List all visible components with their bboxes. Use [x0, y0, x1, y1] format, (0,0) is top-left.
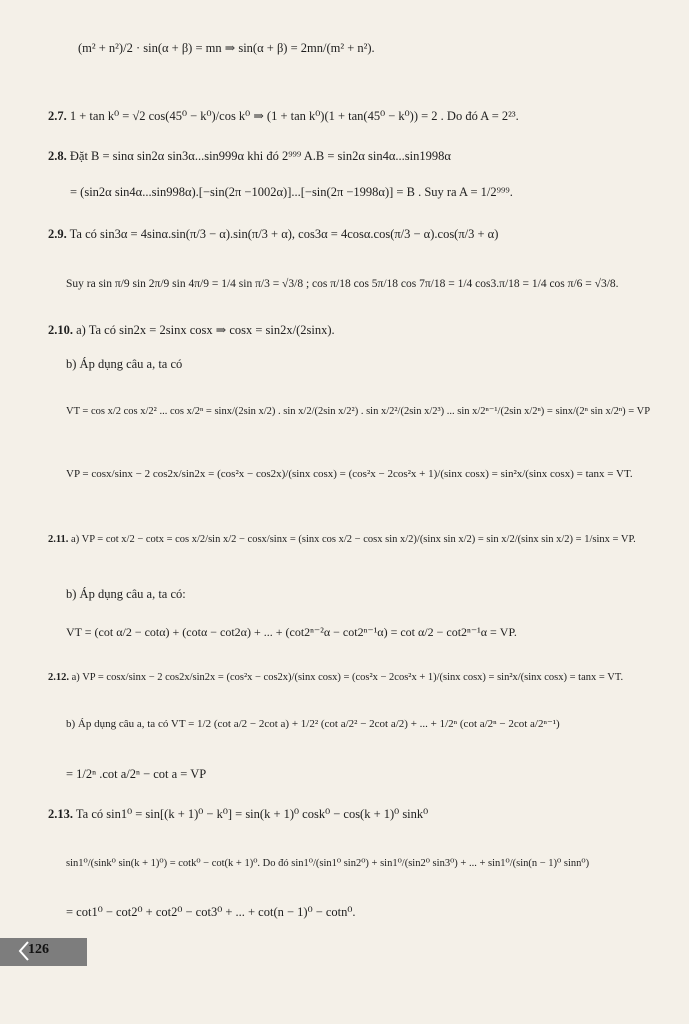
exercise-2-9 [48, 226, 498, 242]
formula-line: = 1/2ⁿ .cot a/2ⁿ − cot a = VP [66, 767, 207, 781]
exercise-text: 1 + tan k⁰ = √2 cos(45⁰ − k⁰)/cos k⁰ ⇒ (1 + tan k⁰)(1 + tan(45⁰ − k⁰)) = 2 . Do đó A = 2²³. [69, 109, 519, 123]
exercise-label: 2.12. [48, 672, 69, 683]
exercise-label: 2.10. [48, 323, 73, 337]
exercise-label: 2.11. [48, 534, 69, 545]
formula-line: = (sin2α sin4α...sin998α).[−sin(2π −1002α)]...[−sin(2π −1998α)] = B . Suy ra A = 1/2⁹⁹⁹. [70, 185, 513, 199]
formula-line: sin1⁰/(sink⁰ sin(k + 1)⁰) = cotk⁰ − cot(k + 1)⁰. Do đó sin1⁰/(sin1⁰ sin2⁰) + sin1⁰/(sin2⁰ sin3⁰) + ... + sin1⁰/(sin(n − 1)⁰ sinn⁰) [66, 858, 590, 869]
exercise-2-8 [48, 148, 451, 164]
exercise-2-10 [48, 322, 335, 338]
text-line: b) Áp dụng câu a, ta có [66, 357, 183, 371]
formula-line: = cot1⁰ − cot2⁰ + cot2⁰ − cot3⁰ + ... + cot(n − 1)⁰ − cotn⁰. [66, 905, 356, 919]
exercise-text: Đặt B = sinα sin2α sin3α...sin999α khi đó 2⁹⁹⁹ A.B = sin2α sin4α...sin1998α [69, 149, 451, 163]
exercise-label: 2.7. [48, 109, 67, 123]
exercise-2-13 [48, 806, 428, 822]
exercise-2-11 [48, 532, 636, 548]
exercise-text: Ta có sin3α = 4sinα.sin(π/3 − α).sin(π/3 + α), cos3α = 4cosα.cos(π/3 − α).cos(π/3 + α) [69, 227, 499, 241]
exercise-label: 2.9. [48, 227, 67, 241]
text-line: b) Áp dụng câu a, ta có: [66, 587, 186, 601]
formula-line: b) Áp dụng câu a, ta có VT = 1/2 (cot a/2 − 2cot a) + 1/2² (cot a/2² − 2cot a/2) + ... + 1/2ⁿ (cot a/2ⁿ − 2cot a/2ⁿ⁻¹) [66, 718, 560, 730]
formula-line: Suy ra sin π/9 sin 2π/9 sin 4π/9 = 1/4 sin π/3 = √3/8 ; cos π/18 cos 5π/18 cos 7π/18 = 1/4 cos3.π/18 = 1/4 cos π/6 = √3/8. [66, 278, 619, 290]
exercise-2-7 [48, 108, 519, 124]
formula-line: (m² + n²)/2 · sin(α + β) = mn ⇒ sin(α + β) = 2mn/(m² + n²). [78, 41, 375, 55]
formula-line: VP = cosx/sinx − 2 cos2x/sin2x = (cos²x − cos2x)/(sinx cosx) = (cos²x − 2cos²x + 1)/(sinx cosx) = sin²x/(sinx cosx) = tanx = VT. [66, 468, 633, 480]
exercise-text: Ta có sin1⁰ = sin[(k + 1)⁰ − k⁰] = sin(k + 1)⁰ cosk⁰ − cos(k + 1)⁰ sink⁰ [75, 807, 429, 821]
exercise-text: a) Ta có sin2x = 2sinx cosx ⇒ cosx = sin2x/(2sinx). [76, 323, 335, 337]
exercise-text: a) VP = cot x/2 − cotx = cos x/2/sin x/2 − cosx/sinx = (sinx cos x/2 − cosx sin x/2)/(sinx sin x/2) = sin x/2/(sinx sin x/2) = 1/sinx = VP. [71, 534, 636, 545]
page-number: 126 [28, 942, 49, 957]
exercise-label: 2.13. [48, 807, 73, 821]
exercise-label: 2.8. [48, 149, 67, 163]
formula-line: VT = (cot α/2 − cotα) + (cotα − cot2α) + ... + (cot2ⁿ⁻²α − cot2ⁿ⁻¹α) = cot α/2 − cot2ⁿ⁻¹α = VP. [66, 625, 517, 639]
formula-line: VT = cos x/2 cos x/2² ... cos x/2ⁿ = sinx/(2sin x/2) . sin x/2/(2sin x/2²) . sin x/2²/(2sin x/2³) ... sin x/2ⁿ⁻¹/(2sin x/2ⁿ) = sinx/(2ⁿ sin x/2ⁿ) = VP [66, 406, 651, 417]
exercise-2-12 [48, 670, 623, 686]
exercise-text: a) VP = cosx/sinx − 2 cos2x/sin2x = (cos²x − cos2x)/(sinx cosx) = (cos²x − 2cos²x + 1)/(sinx cosx) = sin²x/(sinx cosx) = tanx = VT. [71, 672, 624, 683]
